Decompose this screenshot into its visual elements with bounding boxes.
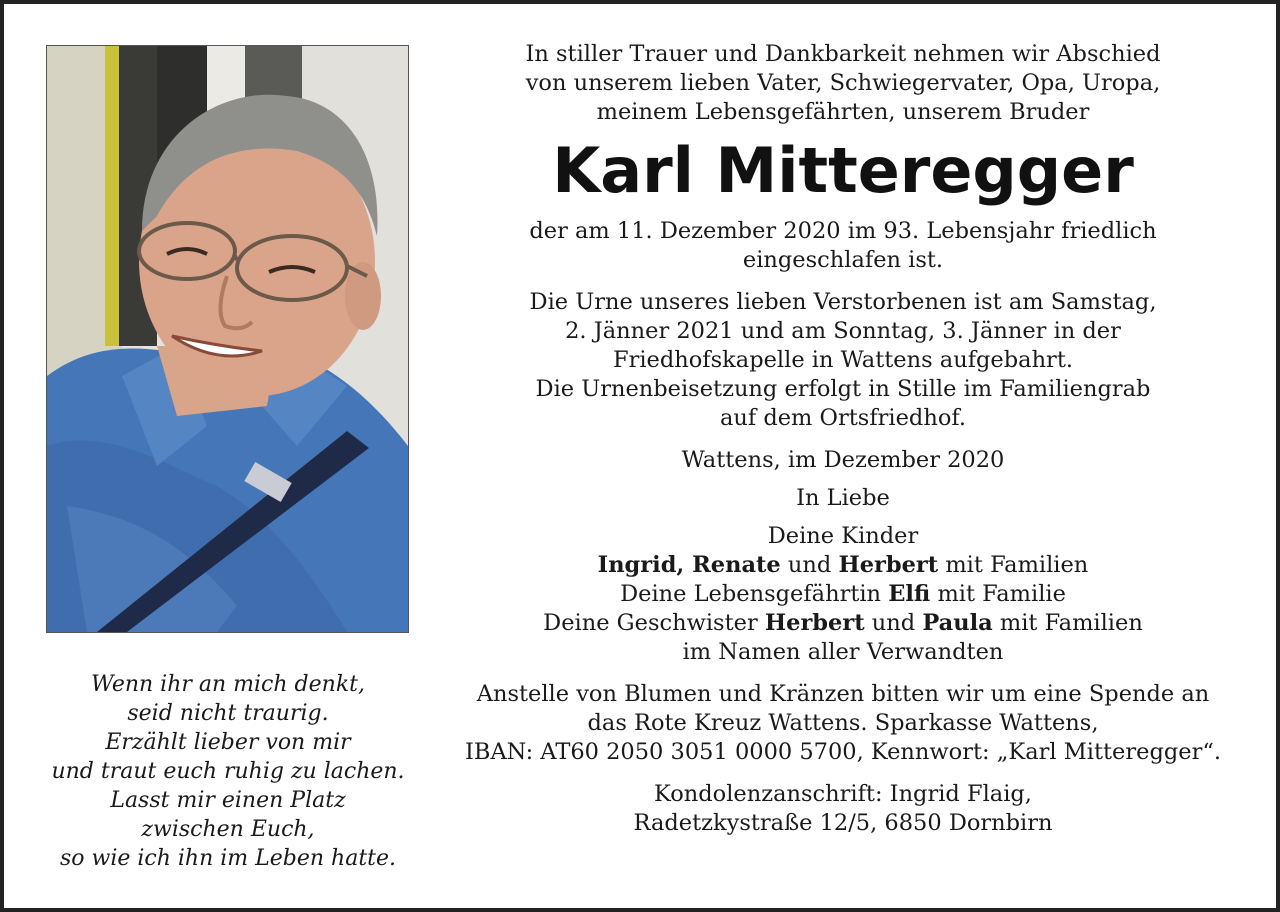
with-families: mit Familien: [945, 552, 1089, 578]
poem-line: und traut euch ruhig zu lachen.: [51, 759, 405, 784]
connector-und: und: [787, 552, 832, 578]
urn-info-line: Die Urne unseres lieben Verstorbenen ist am Samstag,: [529, 289, 1157, 315]
poem-line: seid nicht traurig.: [127, 701, 329, 726]
siblings-line: [458, 609, 1228, 638]
in-liebe: In Liebe: [796, 485, 890, 511]
donation-line: IBAN: AT60 2050 3051 0000 5700, Kennwort: „Karl Mitteregger“.: [465, 739, 1221, 765]
portrait-photo: [46, 45, 409, 633]
condolence-address: [458, 780, 1228, 838]
children-names-a: Ingrid, Renate: [597, 552, 781, 578]
children-names-b: Herbert: [838, 552, 939, 578]
deceased-name: Karl Mitteregger: [552, 134, 1134, 207]
siblings-label: Deine Geschwister: [543, 610, 758, 636]
urn-info: [458, 288, 1228, 433]
intro-line: In stiller Trauer und Dankbarkeit nehmen wir Abschied: [525, 41, 1161, 67]
place-date: Wattens, im Dezember 2020: [681, 447, 1005, 473]
death-notice-line: eingeschlafen ist.: [742, 247, 944, 273]
intro-line: meinem Lebensgefährten, unserem Bruder: [596, 99, 1090, 125]
children-line: [458, 551, 1228, 580]
donation: [458, 680, 1228, 767]
donation-line: das Rote Kreuz Wattens. Sparkasse Wattens,: [587, 710, 1099, 736]
urn-info-line: Friedhofskapelle in Wattens aufgebahrt.: [612, 347, 1074, 373]
condolence-line: Kondolenzanschrift: Ingrid Flaig,: [654, 781, 1032, 807]
sibling-a: Herbert: [764, 610, 865, 636]
urn-info-line: auf dem Ortsfriedhof.: [719, 405, 967, 431]
connector-und: und: [871, 610, 916, 636]
relatives-line: im Namen aller Verwandten: [682, 639, 1004, 665]
poem-line: Wenn ihr an mich denkt,: [91, 672, 365, 697]
poem: [28, 670, 428, 873]
intro: [458, 40, 1228, 127]
urn-info-line: 2. Jänner 2021 und am Sonntag, 3. Jänner in der: [565, 318, 1121, 344]
with-family: mit Familie: [937, 581, 1066, 607]
partner-label: Deine Lebensgefährtin: [620, 581, 882, 607]
sibling-b: Paula: [922, 610, 993, 636]
death-notice-line: der am 11. Dezember 2020 im 93. Lebensjahr friedlich: [529, 218, 1157, 244]
intro-line: von unserem lieben Vater, Schwiegervater, Opa, Uropa,: [525, 70, 1161, 96]
notice-text: [458, 40, 1228, 838]
urn-info-line: Die Urnenbeisetzung erfolgt in Stille im Familiengrab: [535, 376, 1151, 402]
poem-line: Lasst mir einen Platz: [110, 788, 346, 813]
children-label: Deine Kinder: [767, 523, 919, 549]
condolence-line: Radetzkystraße 12/5, 6850 Dornbirn: [633, 810, 1053, 836]
poem-line: zwischen Euch,: [141, 817, 315, 842]
partner-name: Elfi: [888, 581, 931, 607]
poem-line: Erzählt lieber von mir: [105, 730, 351, 755]
family-list: [458, 522, 1228, 667]
death-notice: [458, 217, 1228, 275]
partner-line: [458, 580, 1228, 609]
poem-line: so wie ich ihn im Leben hatte.: [59, 846, 397, 871]
with-families: mit Familien: [999, 610, 1143, 636]
donation-line: Anstelle von Blumen und Kränzen bitten wir um eine Spende an: [476, 681, 1210, 707]
